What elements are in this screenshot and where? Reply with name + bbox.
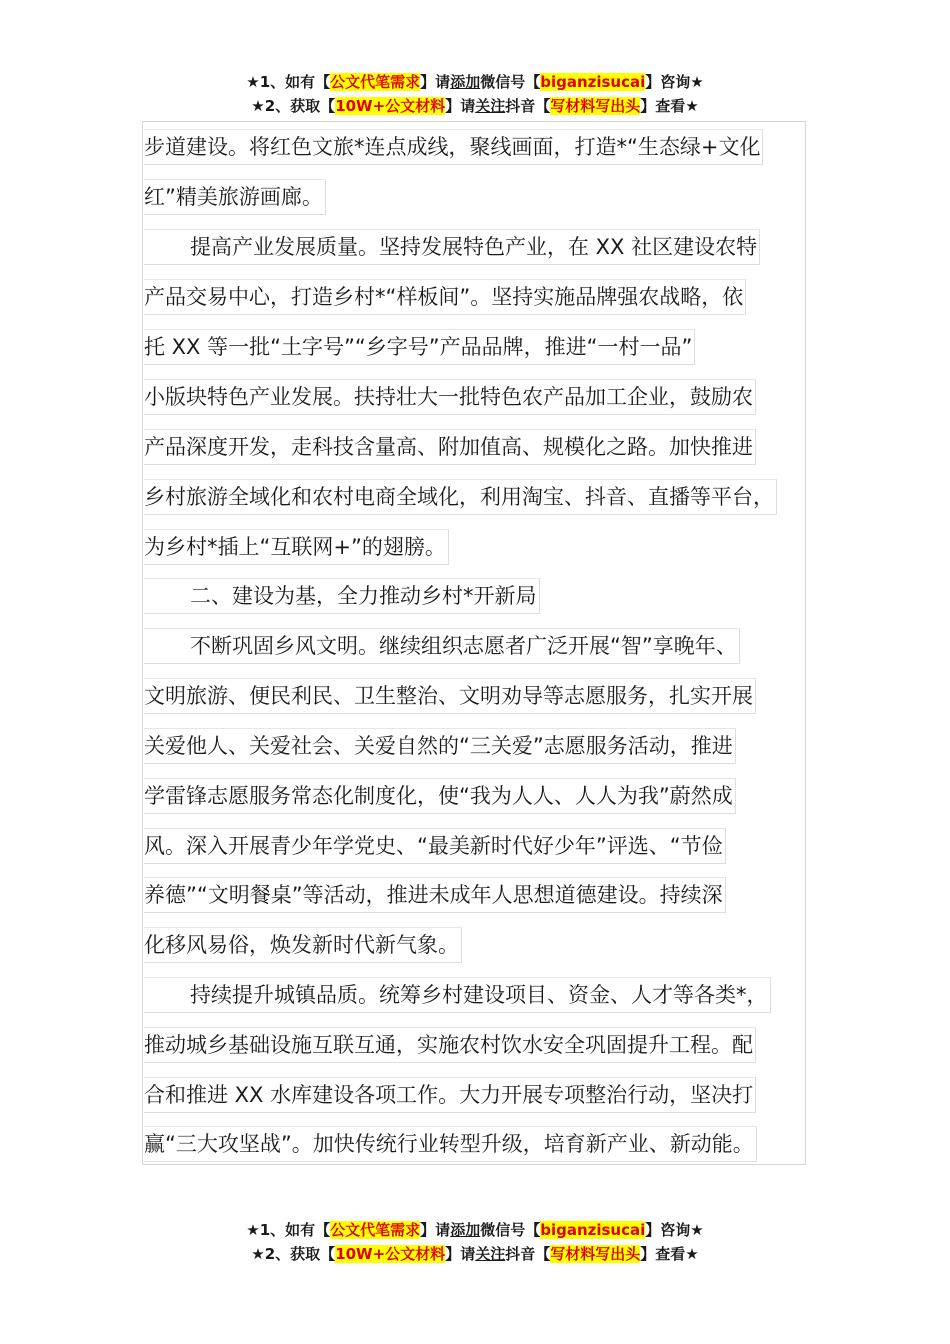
banner-text: 抖音【 (505, 97, 551, 115)
body-line: 赢“三大攻坚战”。加快传统行业转型升级，培育新产业、新动能。 (144, 1126, 757, 1162)
body-line: 为乡村*插上“互联网+”的翅膀。 (144, 529, 449, 565)
banner-text: 添加 (450, 1221, 481, 1239)
highlight-materials: 10W+公文材料 (335, 1245, 446, 1263)
paragraph-start: 不断巩固乡风文明。继续组织志愿者广泛开展“智”享晚年、 (144, 628, 740, 664)
body-line: 红”精美旅游画廊。 (144, 179, 326, 215)
body-line: 托 XX 等一批“土字号”“乡字号”产品品牌，推进“一村一品” (144, 329, 695, 365)
banner-line-1 (0, 1218, 950, 1242)
body-line: 产品交易中心，打造乡村*“样板间”。坚持实施品牌强农战略，依 (144, 279, 746, 315)
body-line: 关爱他人、关爱社会、关爱自然的“三关爱”志愿服务活动，推进 (144, 728, 736, 764)
banner-text: 】查看★ (640, 97, 699, 115)
highlight-wechat-id: biganzisucai (540, 1221, 646, 1239)
banner-text: 抖音【 (505, 1245, 551, 1263)
banner-text: 】请 (445, 97, 476, 115)
highlight-service: 公文代笔需求 (330, 1221, 421, 1239)
banner-line-2 (0, 1242, 950, 1266)
body-line: 推动城乡基础设施互联互通，实施农村饮水安全巩固提升工程。配 (144, 1027, 756, 1063)
section-heading: 二、建设为基，全力推动乡村*开新局 (144, 578, 540, 614)
highlight-douyin: 写材料写出头 (550, 1245, 641, 1263)
body-line: 风。深入开展青少年学党史、“最美新时代好少年”评选、“节俭 (144, 828, 726, 864)
banner-text: ★2、获取【 (251, 1245, 336, 1263)
highlight-douyin: 写材料写出头 (550, 97, 641, 115)
paragraph-start: 提高产业发展质量。坚持发展特色产业，在 XX 社区建设农特 (144, 229, 760, 265)
banner-text: 关注 (475, 97, 506, 115)
banner-text: 】请 (445, 1245, 476, 1263)
paragraph-start: 持续提升城镇品质。统筹乡村建设项目、资金、人才等各类*， (144, 977, 771, 1013)
banner-text: 添加 (450, 73, 481, 91)
banner-text: 】咨询★ (645, 1221, 704, 1239)
highlight-service: 公文代笔需求 (330, 73, 421, 91)
banner-line-1 (0, 70, 950, 94)
body-line: 乡村旅游全域化和农村电商全域化，利用淘宝、抖音、直播等平台， (144, 479, 777, 515)
banner-text: ★2、获取【 (251, 97, 336, 115)
banner-text: 】咨询★ (645, 73, 704, 91)
banner-text: ★1、如有【 (246, 73, 331, 91)
banner-text: 关注 (475, 1245, 506, 1263)
body-line: 小版块特色产业发展。扶持壮大一批特色农产品加工企业，鼓励农 (144, 379, 756, 415)
body-line: 养德”“文明餐桌”等活动，推进未成年人思想道德建设。持续深 (144, 877, 726, 913)
banner-text: 】查看★ (640, 1245, 699, 1263)
header-banner (0, 70, 950, 118)
banner-line-2 (0, 94, 950, 118)
banner-text: 微信号【 (480, 1221, 541, 1239)
body-line: 合和推进 XX 水库建设各项工作。大力开展专项整治行动，坚决打 (144, 1077, 756, 1113)
highlight-materials: 10W+公文材料 (335, 97, 446, 115)
highlight-wechat-id: biganzisucai (540, 73, 646, 91)
banner-text: 微信号【 (480, 73, 541, 91)
footer-banner (0, 1218, 950, 1266)
banner-text: 】请 (420, 1221, 451, 1239)
banner-text: ★1、如有【 (246, 1221, 331, 1239)
body-line: 学雷锋志愿服务常态化制度化，使“我为人人、人人为我”蔚然成 (144, 778, 736, 814)
body-line: 化移风易俗，焕发新时代新气象。 (144, 927, 462, 963)
body-line: 产品深度开发，走科技含量高、附加值高、规模化之路。加快推进 (144, 429, 756, 465)
body-line: 文明旅游、便民利民、卫生整治、文明劝导等志愿服务，扎实开展 (144, 678, 756, 714)
body-line: 步道建设。将红色文旅*连点成线，聚线画面，打造*“生态绿+文化 (144, 129, 763, 165)
banner-text: 】请 (420, 73, 451, 91)
